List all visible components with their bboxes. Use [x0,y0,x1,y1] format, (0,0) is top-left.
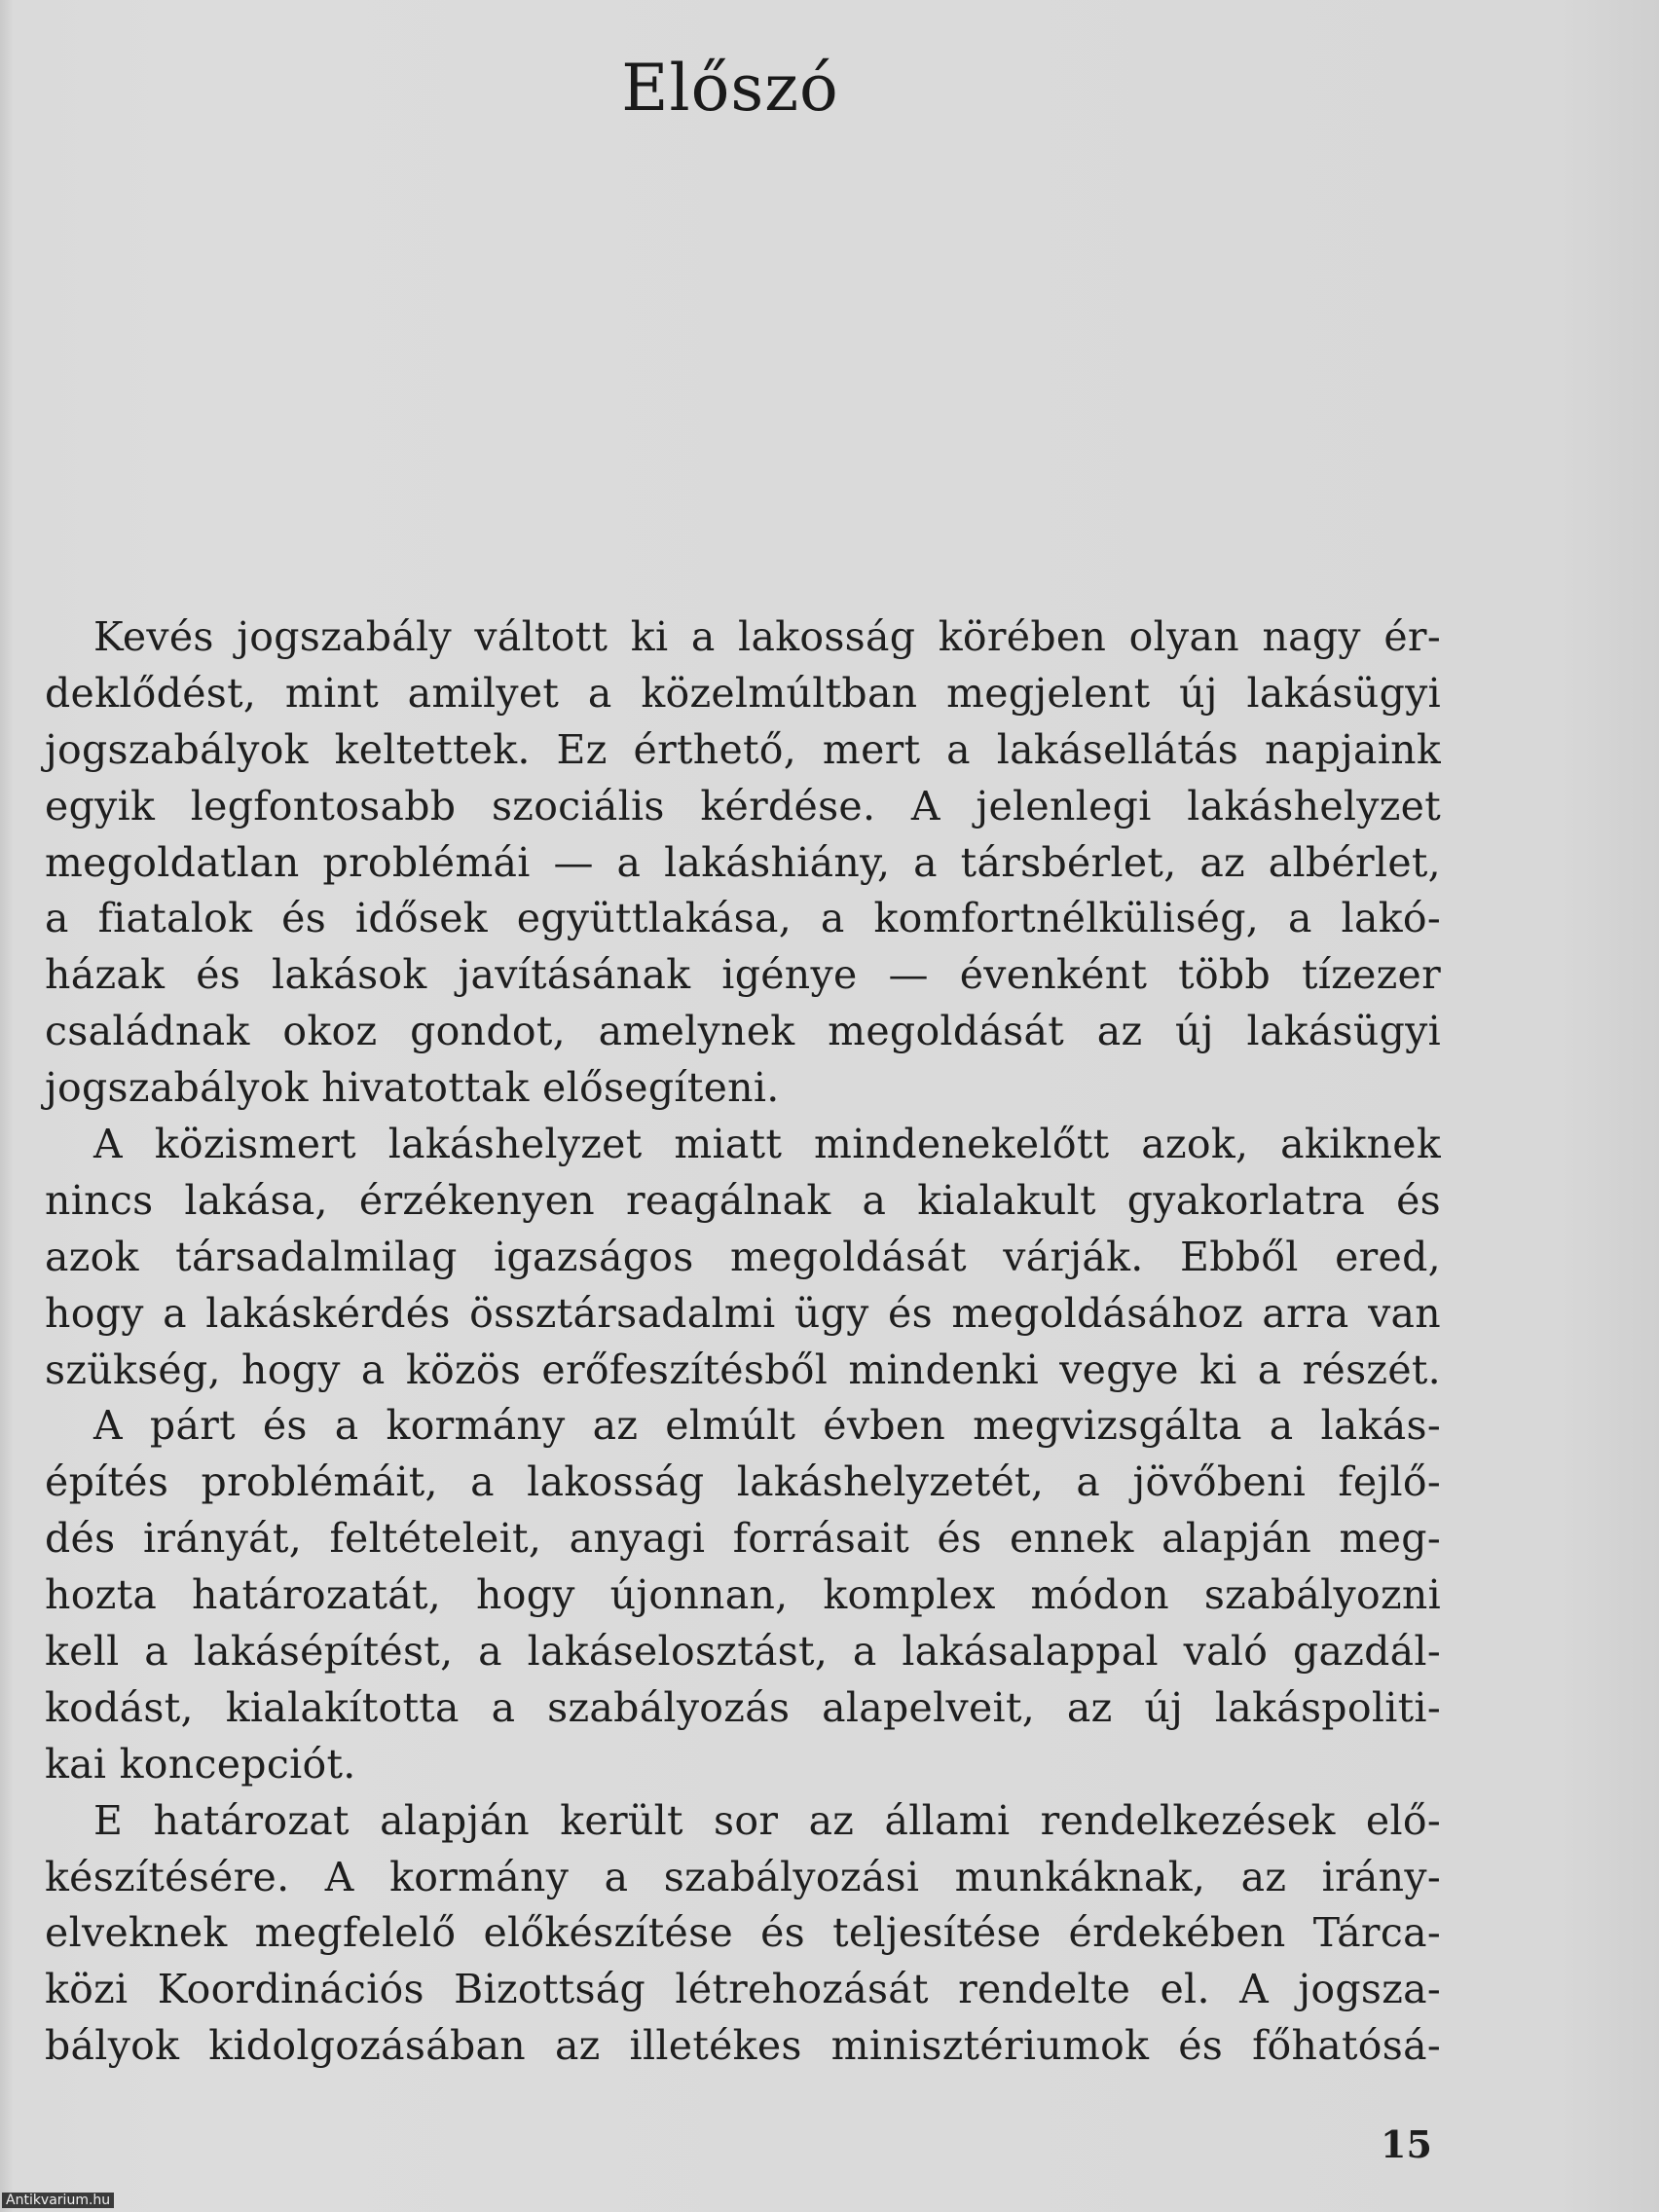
text-line: hogy a lakáskérdés össztársadalmi ügy és megoldásához arra van [45,1289,1441,1337]
text-line: megoldatlan problémái — a lakáshiány, a társbérlet, az albérlet, [45,838,1441,886]
watermark: Antikvarium.hu [2,2193,114,2208]
text-line: jogszabályok keltettek. Ez érthető, mert a lakásellátás napjaink [45,725,1441,773]
text-line: egyik legfontosabb szociális kérdése. A jelenlegi lakáshelyzet [45,782,1441,830]
text-line: házak és lakások javításának igénye — évenként több tízezer [45,951,1441,999]
text-line: kell a lakásépítést, a lakáselosztást, a lakásalappal való gazdál- [45,1628,1441,1676]
text-line: elveknek megfelelő előkészítése és teljesítése érdekében Tárca- [45,1909,1441,1957]
text-line: hozta határozatát, hogy újonnan, komplex módon szabályozni [45,1571,1441,1619]
text-line: A közismert lakáshelyzet miatt mindenekelőtt azok, akiknek [93,1121,1441,1168]
text-line: kodást, kialakította a szabályozás alapelveit, az új lakáspoliti- [45,1683,1441,1731]
page-title: Előszó [621,51,839,126]
text-line: deklődést, mint amilyet a közelmúltban megjelent új lakásügyi [45,669,1441,717]
text-line: Kevés jogszabály váltott ki a lakosság körében olyan nagy ér- [93,613,1441,660]
text-line: készítésére. A kormány a szabályozási munkáknak, az irány- [45,1853,1441,1900]
page-number: 15 [1381,2122,1432,2166]
text-line: szükség, hogy a közös erőfeszítésből mindenki vegye ki a részét. [45,1346,1441,1393]
text-line: E határozat alapján került sor az állami rendelkezések elő- [93,1796,1441,1844]
text-line: közi Koordinációs Bizottság létrehozását rendelte el. A jogsza- [45,1966,1441,2013]
body-text [45,609,1441,2075]
text-line: azok társadalmilag igazságos megoldását várják. Ebből ered, [45,1233,1441,1280]
text-line: a fiatalok és idősek együttlakása, a komfortnélküliség, a lakó- [45,895,1441,942]
text-line: jogszabályok hivatottak elősegíteni. [45,1064,780,1112]
text-line: bályok kidolgozásában az illetékes minisztériumok és főhatósá- [45,2022,1441,2070]
text-line: építés problémáit, a lakosság lakáshelyzetét, a jövőbeni fejlő- [45,1458,1441,1506]
text-line: dés irányát, feltételeit, anyagi forrásait és ennek alapján meg- [45,1515,1441,1563]
text-line: nincs lakása, érzékenyen reagálnak a kialakult gyakorlatra és [45,1176,1441,1224]
text-line: kai koncepciót. [45,1740,356,1788]
text-line: A párt és a kormány az elmúlt évben megvizsgálta a lakás- [93,1402,1441,1450]
text-line: családnak okoz gondot, amelynek megoldását az új lakásügyi [45,1008,1441,1055]
